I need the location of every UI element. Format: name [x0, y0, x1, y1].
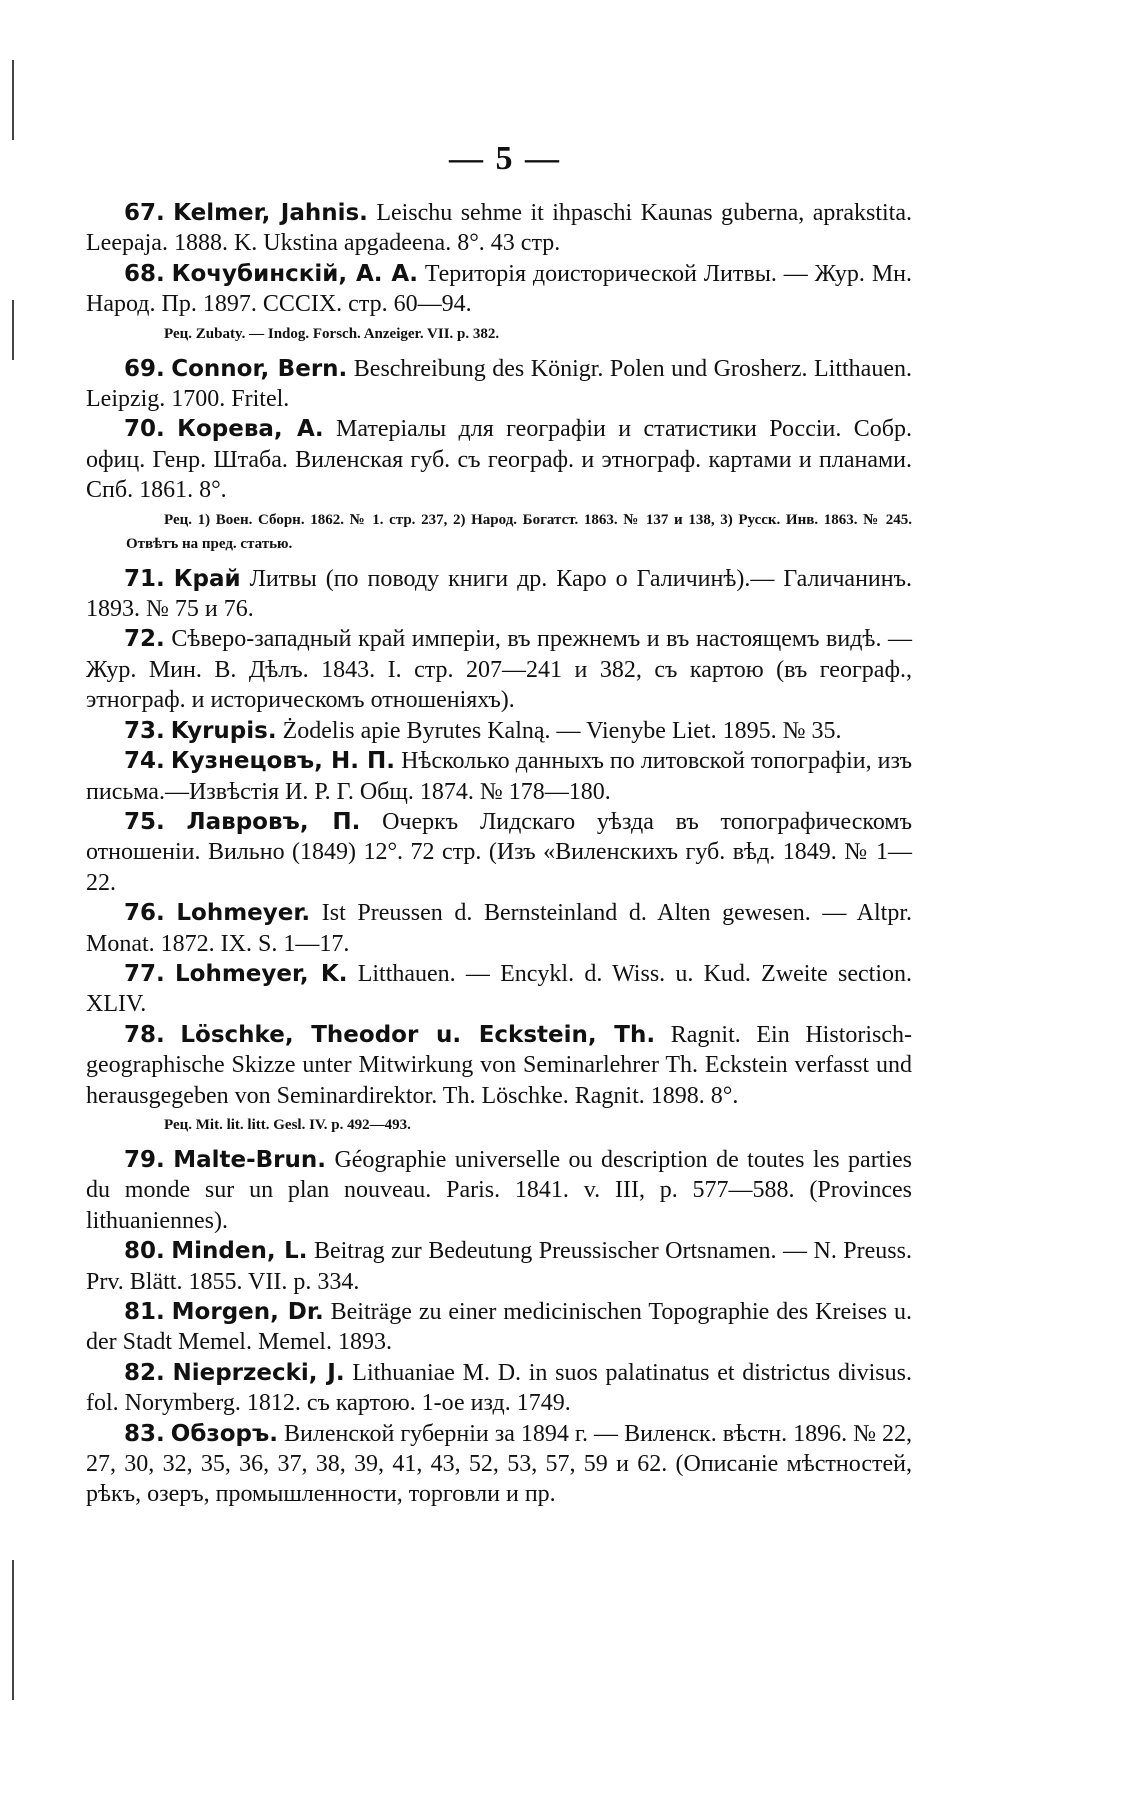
page-edge-line [12, 1560, 14, 1700]
page-edge-line [12, 60, 14, 140]
entry-text: Leischu sehme it ihpaschi Kaunas guberna, aprakstita. Leepaja. 1888. K. Ukstina apgadeena. 8°. 43 стр. [86, 200, 913, 257]
entry-text: Beitrag zur Bedeutung Preussischer Ortsnamen. — N. Preuss. Prv. Blätt. 1855. VII. p. 334. [86, 1238, 912, 1295]
bibliography-entry [86, 1145, 912, 1236]
entry-number: 70. [124, 416, 165, 443]
bibliography-entry [86, 898, 912, 959]
entry-number: 81. [124, 1299, 165, 1325]
entry-text: Нѣсколько данныхъ по литовской топографіи, изъ письма.—Извѣстія И. Р. Г. Общ. 1874. № 178—180. [86, 748, 912, 805]
entry-author: Обзоръ. [170, 1420, 279, 1447]
entry-author: Kyrupis. [170, 717, 277, 744]
bibliography-entry [86, 807, 912, 898]
bibliography-entry [86, 414, 912, 505]
entry-number: 69. [124, 355, 165, 382]
entry-author: Malte-Brun. [173, 1146, 326, 1173]
entry-text: Виленской губерніи за 1894 г. — Виленск. вѣстн. 1896. № 22, 27, 30, 32, 35, 36, 37, 38, 39, 41, 43, 52, 53, 57, 59 и 62. (Описаніе мѣстностей, рѣкъ, озеръ, промышленности, торговли и пр. [86, 1420, 913, 1508]
entry-author: Кузнецовъ, Н. П. [170, 748, 396, 775]
entry-author: Connor, Bern. [171, 355, 348, 382]
bibliography-entry [86, 1297, 912, 1358]
bibliography-entry [86, 959, 912, 1020]
bibliography-entry [86, 1236, 912, 1297]
entry-text: Матеріалы для географіи и статистики Россіи. Собр. офиц. Генр. Штаба. Виленская губ. съ географ. и этнограф. картами и планами. Спб. 1861. 8°. [86, 416, 912, 504]
bibliography-entry [86, 198, 912, 259]
entry-number: 72. [124, 626, 165, 653]
entry-text: Очеркъ Лидскаго уѣзда въ топографическомъ отношеніи. Вильно (1849) 12°. 72 стр. (Изъ «Виленскихъ губ. вѣд. 1849. № 1—22. [86, 808, 913, 896]
bibliography-entry [86, 746, 912, 807]
entry-number: 67. [124, 200, 165, 226]
entry-author: Löschke, Theodor u. Eckstein, Th. [180, 1021, 656, 1048]
entry-author: Лавровъ, П. [186, 808, 361, 835]
entry-number: 71. [124, 565, 165, 592]
entry-author: Kelmer, Jahnis. [173, 200, 368, 226]
bibliography-entry [86, 1419, 912, 1510]
entry-text: Ragnit. Ein Historisch-geographische Skizze unter Mitwirkung von Seminarlehrer Th. Eckstein verfasst und herausgegeben von Seminardirektor. Th. Löschke. Ragnit. 1898. 8°. [86, 1021, 913, 1109]
entry-number: 76. [124, 900, 165, 927]
entry-number: 79. [124, 1146, 165, 1173]
entry-text: Lithuaniae M. D. in suos palatinatus et districtus divisus. fol. Norymberg. 1812. съ картою. 1-ое изд. 1749. [86, 1359, 912, 1417]
bibliography-list [86, 198, 912, 1510]
entry-text: Литвы (по поводу книги др. Каро о Галичинѣ).— Галичанинъ. 1893. № 75 и 76. [86, 565, 913, 623]
entry-author: Morgen, Dr. [171, 1299, 324, 1325]
entry-text: Beiträge zu einer medicinischen Topographie des Kreises u. der Stadt Memel. Memel. 1893. [86, 1299, 913, 1356]
entry-author: Край [173, 565, 241, 592]
review-note: Рец. 1) Воен. Сборн. 1862. № 1. стр. 237, 2) Народ. Богатст. 1863. № 137 и 138, 3) Русск. Инв. 1863. № 245. Отвѣтъ на пред. статью. [126, 511, 912, 552]
page-number: — 5 — [449, 140, 561, 177]
entry-text: Beschreibung des Königr. Polen und Grosherz. Litthauen. Leipzig. 1700. Fritel. [86, 355, 912, 413]
bibliography-entry [86, 1358, 912, 1419]
entry-number: 74. [124, 748, 165, 775]
entry-author: Корева, А. [177, 416, 324, 443]
entry-text: Територія доисторической Литвы. — Жур. Мн. Народ. Пр. 1897. CCCIX. стр. 60—94. [86, 260, 913, 318]
review-note: Рец. Mit. lit. litt. Gesl. IV. p. 492—493. [164, 1116, 411, 1133]
entry-number: 77. [124, 960, 165, 987]
entry-author: Lohmeyer. [176, 900, 311, 927]
entry-number: 73. [124, 717, 165, 744]
review-note: Рец. Zubaty. — Indog. Forsch. Anzeiger. VII. p. 382. [164, 325, 500, 342]
entry-author: Lohmeyer, K. [174, 960, 348, 987]
entry-number: 75. [124, 808, 165, 835]
bibliography-entry [86, 716, 912, 746]
bibliography-entry [86, 624, 912, 715]
entry-number: 80. [124, 1238, 165, 1265]
entry-number: 83. [124, 1420, 165, 1447]
entry-number: 78. [124, 1021, 165, 1048]
entry-text: Géographie universelle ou description de toutes les parties du monde sur un plan nouveau. Paris. 1841. v. III, p. 577—588. (Provinces lithuaniennes). [86, 1146, 913, 1234]
entry-text: Сѣверо-западный край имперіи, въ прежнемъ и въ настоящемъ видѣ. — Жур. Мин. В. Дѣлъ. 1843. I. стр. 207—241 и 382, съ картою (въ географ., этнограф. и историческомъ отношеніяхъ). [86, 626, 913, 714]
entry-author: Кочубинскій, А. А. [171, 260, 418, 287]
bibliography-entry [86, 564, 912, 625]
entry-number: 68. [124, 260, 165, 287]
entry-author: Nieprzecki, J. [172, 1359, 345, 1386]
entry-number: 82. [124, 1359, 165, 1386]
entry-text: Ist Preussen d. Bernsteinland d. Alten gewesen. — Altpr. Monat. 1872. IX. S. 1—17. [86, 900, 913, 957]
page-edge-line [12, 300, 14, 360]
entry-author: Minden, L. [171, 1238, 308, 1265]
entry-text: Żodelis apie Byrutes Kalną. — Vienybe Liet. 1895. № 35. [276, 717, 842, 744]
entry-text: Litthauen. — Encykl. d. Wiss. u. Kud. Zweite section. XLIV. [86, 960, 913, 1018]
bibliography-entry [86, 354, 912, 415]
bibliography-entry [86, 1020, 912, 1111]
bibliography-entry [86, 259, 912, 320]
